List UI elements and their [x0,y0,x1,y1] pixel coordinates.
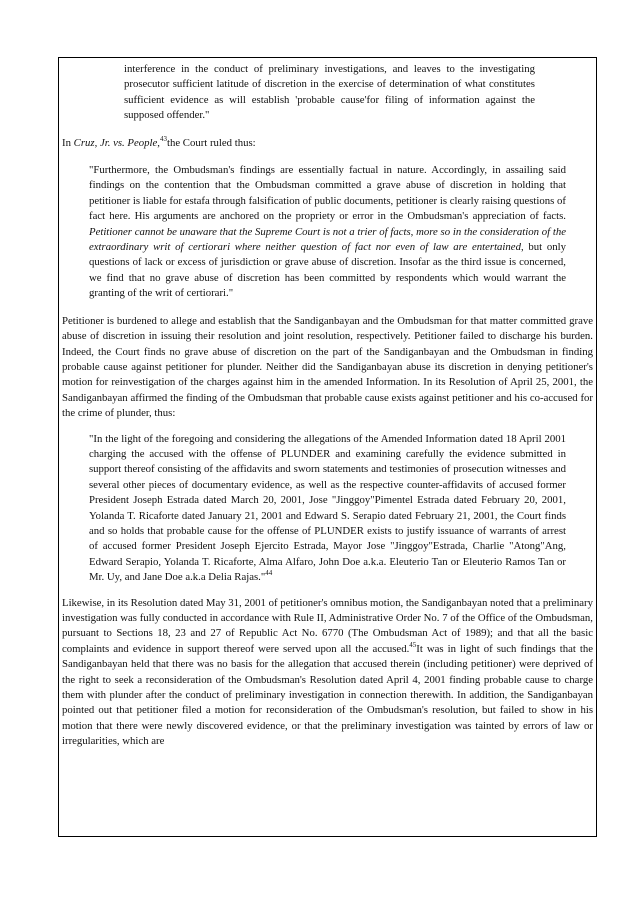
block-quote-sandiganbayan-resolution [89,432,566,586]
quote2-text-1: "Furthermore, the Ombudsman's findings are essentially factual in nature. Accordingly, in assailing said findings on the contention that the Ombudsman committed a grave abuse of discretion in holding that petitioner is liable for estafa through falsification of public documents, petitioner is clearly raising questions of fact here. His arguments are anchored on the propriety or error in the Ombudsman's appreciation of facts. [89,164,566,223]
paragraph-cruz-intro [62,136,593,151]
footnote-ref-45: 45 [409,640,417,649]
cruz-prefix: In [62,136,74,149]
paragraph-petitioner-burden: Petitioner is burdened to allege and establish that the Sandiganbayan and the Ombudsman for that matter committed grave abuse of discretion in issuing their resolution and joint resolution, respectively. Petitioner failed to discharge his burden. Indeed, the Court finds no grave abuse of discretion on the part of the Sandiganbayan and the Ombudsman in finding probable cause against petitioner for plunder. Neither did the Sandiganbayan abuse its discretion in denying petitioner's motion for reinvestigation of the charges against him in the amended Information. In its Resolution of April 25, 2001, the Sandiganbayan affirmed the finding of the Ombudsman that probable cause exists against petitioner and his co-accused for the crime of plunder, thus: [62,314,593,420]
footnote-ref-43: 43 [159,134,167,143]
document-body [59,58,596,750]
quote3-text: "In the light of the foregoing and considering the allegations of the Amended Information dated 18 April 2001 charging the accused with the offense of PLUNDER and examining carefully the evidence submitted in support thereof consisting of the affidavits and sworn statements and testimonies of prosecution witnesses and several other pieces of documentary evidence, as well as the respective counter-affidavits of accused former President Joseph Estrada dated March 20, 2001, Jose "Jinggoy"Pimentel Estrada dated February 20, 2001, Yolanda T. Ricaforte dated January 21, 2001 and Edward S. Serapio dated February 21, 2001, the Court finds and so holds that probable cause for the offense of PLUNDER exists to justify issuance of warrants of arrest of accused former President Joseph Ejercito Estrada, Mayor Jose "Jinggoy"Estrada, Charlie "Atong"Ang, Edward Serapio, Yolanda T. Ricaforte, Alma Alfaro, John Doe a.k.a. Eleuterio Tan or Eleuterio Ramos Tan or Mr. Uy, and Jane Doe a.k.a Delia Rajas." [89,432,566,584]
document-page-frame [58,57,597,837]
quote2-italic-text: Petitioner cannot be unaware that the Supreme Court is not a trier of facts, more so in the consideration of the extraordinary writ of certiorari where neither question of fact nor even of law are entertained [89,225,566,254]
cruz-comma: , [157,136,160,149]
footnote-ref-44: 44 [265,569,273,578]
cruz-suffix: the Court ruled thus: [166,136,256,149]
quote2-text-2: , but only questions of lack or excess of jurisdiction or grave abuse of discretion. Insofar as the third issue is concerned, we find that no grave abuse of discretion has been committed by respondents which would warrant the granting of the writ of certiorari." [89,241,566,300]
likewise-text-1: Likewise, in its Resolution dated May 31, 2001 of petitioner's omnibus motion, the Sandiganbayan noted that a preliminary investigation was fully conducted in accordance with Rule II, Administrative Order No. 7 of the Office of the Ombudsman, pursuant to Sections 18, 23 and 27 of Republic Act No. 6770 (The Ombudsman Act of 1989); and that all the basic complaints and evidence in support thereof were served upon all the accused. [62,596,593,655]
block-quote-preliminary-investigation: interference in the conduct of preliminary investigations, and leaves to the investigating prosecutor sufficient latitude of discretion in the exercise of determination of what constitutes sufficient evidence as will establish 'probable cause'for filing of information against the supposed offender." [124,63,535,122]
paragraph-likewise [62,596,593,750]
likewise-text-2: It was in light of such findings that the Sandiganbayan held that there was no basis for the allegation that accused therein (including petitioner) were deprived of the right to seek a reconsideration of the Ombudsman's Resolution dated April 4, 2001 finding probable cause to charge them with plunder after the conduct of preliminary investigation in connection therewith. In addition, the Sandiganbayan pointed out that petitioner filed a motion for reconsideration of the Ombudsman's resolution, but failed to show in his motion that there were newly discovered evidence, or that the preliminary investigation was tainted by errors of law or irregularities, which are [62,642,594,748]
block-quote-ombudsman-findings [89,163,566,302]
case-name-cruz: Cruz, Jr. vs. People [73,136,158,149]
